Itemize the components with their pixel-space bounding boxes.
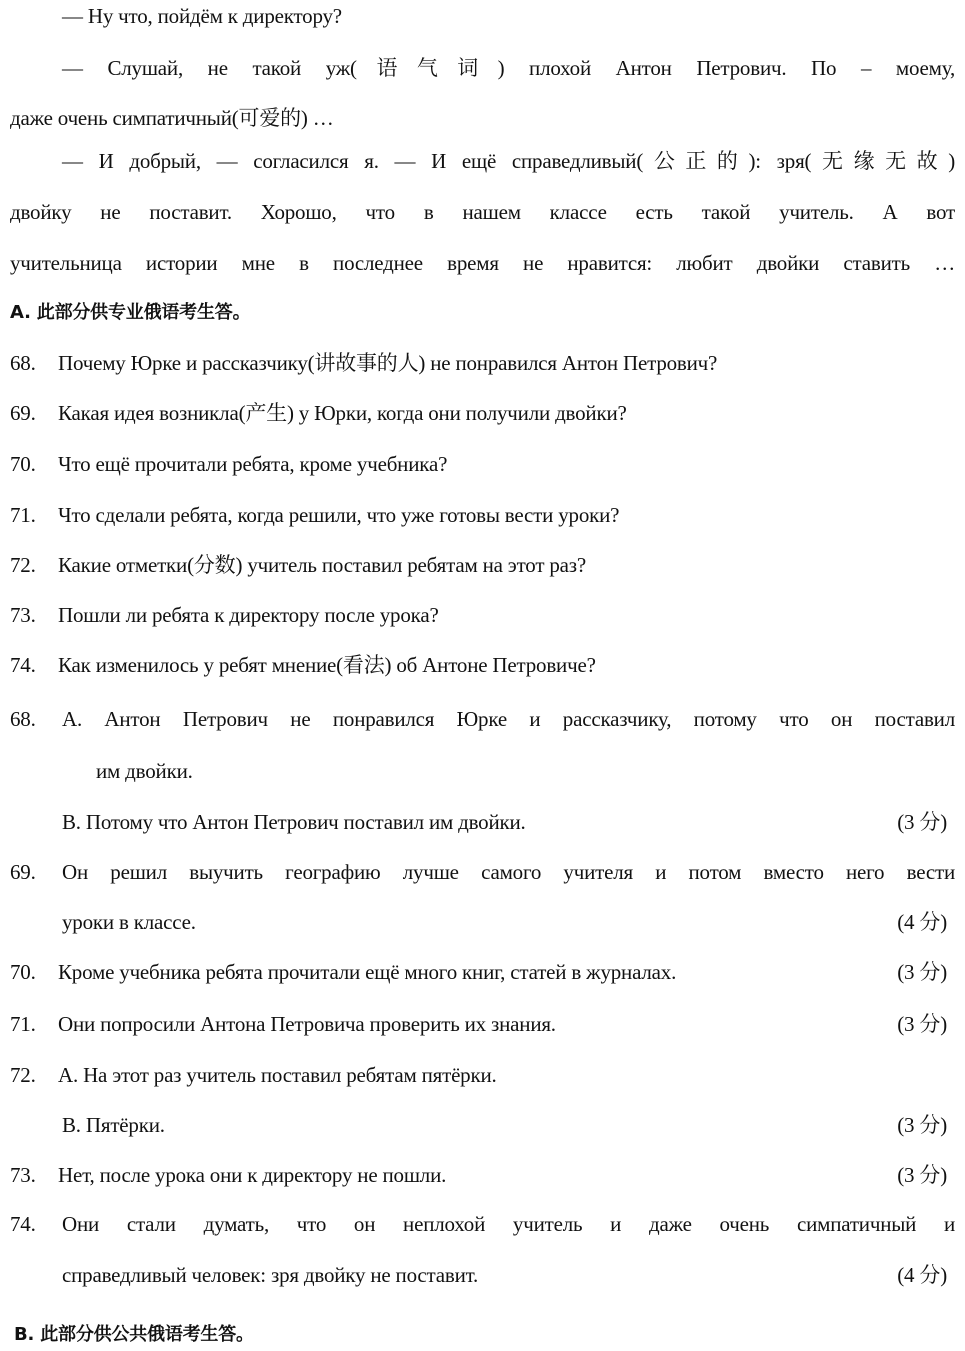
points-badge: (3 分) (897, 960, 947, 984)
answer-74-number: 74. (10, 1212, 36, 1236)
answer-68-b (62, 808, 955, 836)
dialogue-line-3: даже очень симпатичный(可爱的) … (10, 106, 334, 130)
answer-69-line-2 (62, 908, 955, 936)
question-text: Что ещё прочитали ребята, кроме учебника? (58, 452, 448, 476)
answer-70 (10, 958, 955, 986)
answer-text: уроки в классе. (62, 910, 196, 934)
answer-68-number: 68. (10, 707, 36, 731)
question-69 (10, 399, 955, 427)
question-74 (10, 651, 955, 679)
question-number: 72. (10, 553, 36, 577)
question-71 (10, 501, 955, 529)
question-number: 71. (10, 503, 36, 527)
answer-68-a-line-1: A. Антон Петрович не понравился Юрке и рассказчику, потому что он поставил (62, 707, 955, 731)
question-text: Какие отметки(分数) учитель поставил ребятам на этот раз? (58, 553, 586, 577)
points-badge: (3 分) (897, 810, 947, 834)
question-text: Как изменилось у ребят мнение(看法) об Антоне Петровиче? (58, 653, 596, 677)
answer-text: Они попросили Антона Петровича проверить их знания. (58, 1012, 556, 1036)
question-70 (10, 450, 955, 478)
dialogue-line-6: учительница истории мне в последнее время не нравится: любит двойки ставить … (10, 251, 955, 275)
answer-text: Кроме учебника ребята прочитали ещё много книг, статей в журналах. (58, 960, 677, 984)
answer-number: 71. (10, 1012, 36, 1036)
question-text: Что сделали ребята, когда решили, что уже готовы вести уроки? (58, 503, 620, 527)
answer-text: A. На этот раз учитель поставил ребятам пятёрки. (58, 1063, 497, 1087)
answer-text: B. Пятёрки. (62, 1113, 165, 1137)
answer-68-a-line-2: им двойки. (96, 759, 193, 783)
answer-text: Нет, после урока они к директору не пошли. (58, 1163, 447, 1187)
answer-text: B. Потому что Антон Петрович поставил им двойки. (62, 810, 526, 834)
answer-number: 70. (10, 960, 36, 984)
answer-72-a (10, 1061, 955, 1089)
question-73 (10, 601, 955, 629)
points-badge: (4 分) (897, 910, 947, 934)
answer-number: 72. (10, 1063, 36, 1087)
points-badge: (3 分) (897, 1113, 947, 1137)
answer-number: 73. (10, 1163, 36, 1187)
section-a-title: A. 此部分供专业俄语考生答。 (10, 302, 251, 323)
answer-74-line-1: Они стали думать, что он неплохой учитель и даже очень симпатичный и (62, 1212, 955, 1236)
points-badge: (3 分) (897, 1163, 947, 1187)
answer-74-line-2 (62, 1261, 955, 1289)
question-number: 69. (10, 401, 36, 425)
question-68 (10, 349, 955, 377)
question-text: Почему Юрке и рассказчику(讲故事的人) не понравился Антон Петрович? (58, 351, 718, 375)
question-text: Пошли ли ребята к директору после урока? (58, 603, 439, 627)
answer-69-number: 69. (10, 860, 36, 884)
question-number: 68. (10, 351, 36, 375)
answer-72-b (62, 1111, 955, 1139)
dialogue-line-1: — Ну что, пойдём к директору? (62, 4, 342, 28)
dialogue-line-5: двойку не поставит. Хорошо, что в нашем классе есть такой учитель. А вот (10, 200, 955, 224)
points-badge: (4 分) (897, 1263, 947, 1287)
answer-69-line-1: Он решил выучить географию лучше самого учителя и потом вместо него вести (62, 860, 955, 884)
answer-71 (10, 1010, 955, 1038)
question-72 (10, 551, 955, 579)
section-b-title: B. 此部分供公共俄语考生答。 (14, 1324, 254, 1345)
question-number: 73. (10, 603, 36, 627)
dialogue-line-4: — И добрый, — согласился я. — И ещё справедливый(公正的): зря(无缘无故) (62, 149, 955, 173)
question-text: Какая идея возникла(产生) у Юрки, когда они получили двойки? (58, 401, 627, 425)
answer-text: справедливый человек: зря двойку не поставит. (62, 1263, 479, 1287)
dialogue-line-2: — Слушай, не такой уж(语气词) плохой Антон Петрович. По – моему, (62, 56, 955, 80)
answer-73 (10, 1161, 955, 1189)
question-number: 74. (10, 653, 36, 677)
points-badge: (3 分) (897, 1012, 947, 1036)
question-number: 70. (10, 452, 36, 476)
